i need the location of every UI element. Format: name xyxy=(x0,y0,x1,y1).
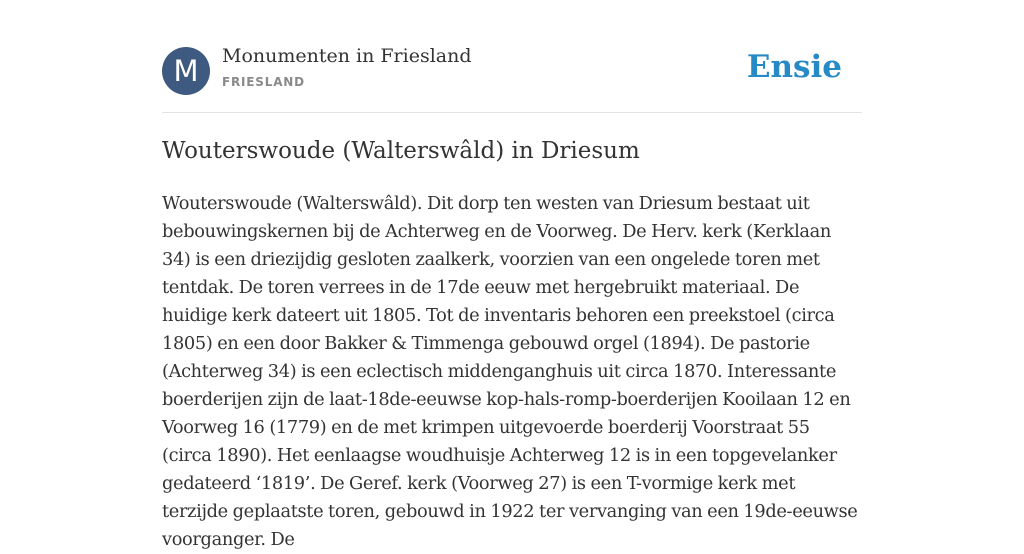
article-body: Wouterswoude (Walterswâld). Dit dorp ten westen van Driesum bestaat uit bebouwingskernen bij de Achterweg en de Voorweg. De Herv. kerk (Kerklaan 34) is een driezijdig gesloten zaalkerk, voorzien van een ongelede toren met tentdak. De toren verrees in de 17de eeuw met hergebruikt materiaal. De huidige kerk dateert uit 1805. Tot de inventaris behoren een preekstoel (circa 1805) en een door Bakker & Timmenga gebouwd orgel (1894). De pastorie (Achterweg 34) is een eclectisch middenganghuis uit circa 1870. Interessante boerderijen zijn de laat-18de-eeuwse kop-hals-romp-boerderijen Kooilaan 12 en Voorweg 16 (1779) en de met krimpen uitgevoerde boerderij Voorstraat 55 (circa 1890). Het eenlaagse woudhuisje Achterweg 12 is in een topgevelanker gedateerd ‘1819’. De Geref. kerk (Voorweg 27) is een T-vormige kerk met terzijde geplaatste toren, gebouwd in 1922 ter vervanging van een 19de-eeuwse voorganger. De xyxy=(162,193,858,550)
source-title[interactable]: Monumenten in Friesland xyxy=(222,45,472,67)
article-title: Wouterswoude (Walterswâld) in Driesum xyxy=(162,138,640,164)
ensie-logo[interactable]: Ensie xyxy=(746,49,842,85)
source-header xyxy=(162,0,862,113)
source-subtitle: FRIESLAND xyxy=(222,75,305,89)
content-container xyxy=(162,0,862,550)
avatar[interactable]: M xyxy=(162,47,210,95)
